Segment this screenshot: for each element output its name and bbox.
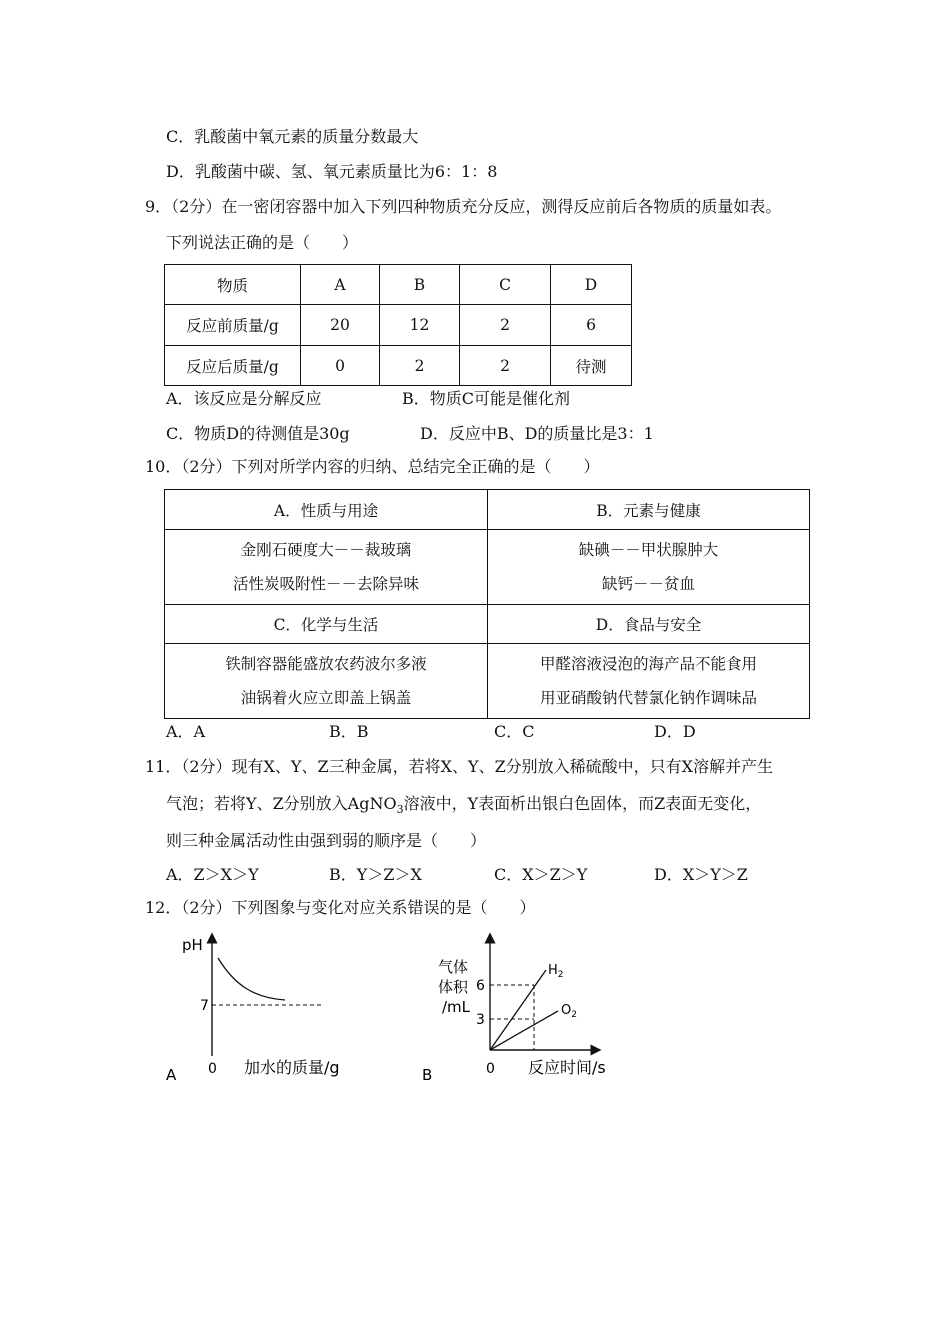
q10-option-c: C．C (494, 722, 535, 741)
graph-b-ylabel-3: /mL (442, 998, 471, 1016)
q9-cell: 0 (301, 346, 380, 386)
graph-a-origin: 0 (208, 1061, 217, 1077)
q11-stem-line3: 则三种金属活动性由强到弱的顺序是（ ） (166, 831, 487, 850)
q9-table-header-row (165, 265, 632, 305)
q9-cell: 2 (380, 346, 460, 386)
q10-cell-b-content (488, 530, 810, 605)
q10-a-line2: 活性炭吸附性－－去除异味 (232, 575, 419, 593)
q10-a-line1: 金刚石硬度大－－裁玻璃 (240, 541, 412, 559)
graph-b-ylabel-1: 气体 (438, 958, 469, 976)
q8-option-d: D．乳酸菌中碳、氢、氧元素质量比为6：1：8 (166, 162, 498, 181)
q10-option-a: A．A (166, 722, 206, 741)
q9-th-c: C (460, 265, 551, 305)
q9-option-b: B．物质C可能是催化剂 (402, 389, 571, 408)
q9-cell: 12 (380, 305, 460, 346)
q9-cell: 20 (301, 305, 380, 346)
q10-option-b: B．B (329, 722, 369, 741)
q9-cell: 反应后质量/g (165, 346, 301, 386)
q10-cell-d-title: D．食品与安全 (488, 605, 810, 644)
graph-b-xlabel: 反应时间/s (528, 1058, 606, 1077)
q9-th-b: B (380, 265, 460, 305)
q12-stem: 12．（2分）下列图象与变化对应关系错误的是（ ） (145, 898, 536, 917)
q9-cell: 待测 (551, 346, 632, 386)
graph-a-tick-7: 7 (200, 998, 209, 1014)
q10-option-d: D．D (654, 722, 696, 741)
q11-option-c: C．X＞Z＞Y (494, 865, 588, 884)
q9-cell: 2 (460, 346, 551, 386)
graph-b-h2-label: $H_2$ (548, 963, 564, 980)
graph-b-h2-line (490, 970, 546, 1050)
q9-cell: 6 (551, 305, 632, 346)
graph-b-ylabel-2: 体积 (438, 978, 469, 996)
q9-th-a: A (301, 265, 380, 305)
q10-cell-d-content (488, 644, 810, 719)
q9-mass-table (164, 264, 632, 386)
q10-d-line1: 甲醛溶液浸泡的海产品不能食用 (539, 655, 757, 673)
graph-a-ylabel: pH (182, 936, 203, 954)
q11-option-b: B．Y＞Z＞X (329, 865, 422, 884)
q10-summary-table (164, 489, 810, 719)
q11-stem: 11．（2分）现有X、Y、Z三种金属，若将X、Y、Z分别放入稀硫酸中，只有X溶解并产生 (145, 757, 774, 776)
graph-b-origin: 0 (486, 1061, 495, 1077)
q10-b-line1: 缺碘－－甲状腺肿大 (578, 541, 719, 559)
q11-option-a: A．Z＞X＞Y (166, 865, 259, 884)
q10-d-line2: 用亚硝酸钠代替氯化钠作调味品 (539, 689, 757, 707)
q11-subscript: 3 (396, 803, 404, 817)
q10-c-line1: 铁制容器能盛放农药波尔多液 (225, 655, 427, 673)
q9-option-c: C．物质D的待测值是30g (166, 424, 350, 443)
q9-option-a: A．该反应是分解反应 (166, 389, 322, 408)
graph-a-xlabel: 加水的质量/g (244, 1058, 340, 1077)
q12-graph-a (160, 928, 360, 1088)
q8-option-c: C．乳酸菌中氧元素的质量分数最大 (166, 127, 419, 146)
graph-a-curve (218, 958, 285, 1000)
q9-th-substance: 物质 (165, 265, 301, 305)
q10-cell-c-content (165, 644, 488, 719)
graph-b-o2-label: $O_2$ (561, 1003, 577, 1020)
q10-stem: 10．（2分）下列对所学内容的归纳、总结完全正确的是（ ） (145, 457, 600, 476)
q10-cell-a-content (165, 530, 488, 605)
q9-table-row-before (165, 305, 632, 346)
q10-cell-a-title: A．性质与用途 (165, 490, 488, 530)
graph-b-tick-6: 6 (476, 978, 485, 994)
graph-a-label: A (166, 1066, 177, 1084)
q9-stem-line2: 下列说法正确的是（ ） (166, 233, 359, 252)
q10-cell-c-title: C．化学与生活 (165, 605, 488, 644)
q10-b-line2: 缺钙－－贫血 (601, 575, 695, 593)
graph-b-tick-3: 3 (476, 1012, 485, 1028)
q9-option-d: D．反应中B、D的质量比是3：1 (420, 424, 654, 443)
q10-c-line2: 油锅着火应立即盖上锅盖 (240, 689, 412, 707)
q9-th-d: D (551, 265, 632, 305)
graph-b-o2-line (490, 1011, 558, 1050)
q11-stem-line2: 气泡；若将Y、Z分别放入AgNO$_3$溶液中，Y表面析出银白色固体，而Z表面无变化， (166, 794, 762, 817)
q9-stem: 9．（2分）在一密闭容器中加入下列四种物质充分反应，测得反应前后各物质的质量如表。 (145, 197, 782, 216)
q9-cell: 反应前质量/g (165, 305, 301, 346)
graph-b-label: B (422, 1066, 433, 1084)
q10-cell-b-title: B．元素与健康 (488, 490, 810, 530)
q9-cell: 2 (460, 305, 551, 346)
q12-graph-b (418, 928, 628, 1088)
q11-option-d: D．X＞Y＞Z (654, 865, 748, 884)
q9-table-row-after (165, 346, 632, 386)
